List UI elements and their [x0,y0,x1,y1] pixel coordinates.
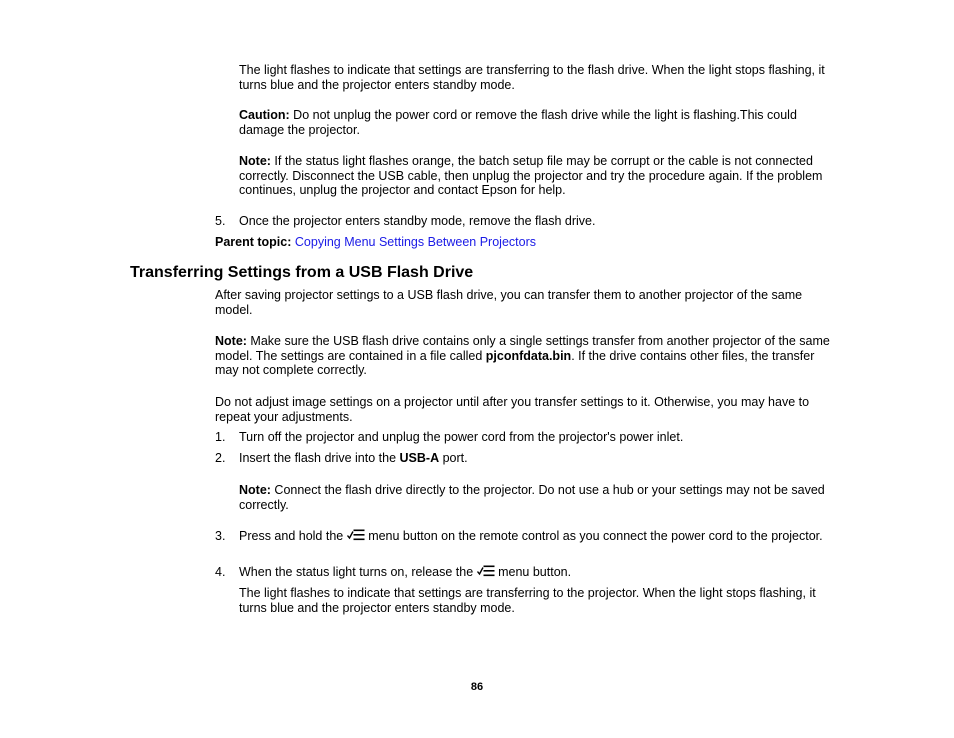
parent-topic [215,235,830,250]
port-name: USB-A [399,451,440,465]
step-text-part: menu button on the remote control as you connect the power cord to the projector. [364,529,823,543]
menu-check-list-icon [347,529,365,541]
step-text: Turn off the projector and unplug the power cord from the projector's power inlet. [239,430,684,444]
note-label: Note: [239,154,271,168]
step-text [239,565,829,580]
step-text [239,451,829,466]
step-number: 5. [215,214,226,228]
note-text: If the status light flashes orange, the batch setup file may be corrupt or the cable is not connected correctly. Disconnect the USB cable, then unplug the projector and try the procedure again. If the problem continues, unplug the projector and contact Epson for help. [239,154,823,198]
note-label: Note: [215,334,247,348]
note-paragraph [239,154,829,198]
step-number: 2. [215,451,226,465]
parent-topic-label: Parent topic: [215,235,292,249]
note-text: . If the drive contains other files, the transfer may not complete correctly. [215,348,815,378]
step-text-part: Insert the flash drive into the [239,451,400,465]
section-intro: After saving projector settings to a USB flash drive, you can transfer them to another projector of the same model. [215,288,803,317]
menu-check-list-icon [477,565,495,577]
page-number: 86 [470,681,484,693]
transfer-status-paragraph: The light flashes to indicate that settings are transferring to the flash drive. When the light stops flashing, it turns blue and the projector enters standby mode. [239,63,825,92]
step-text-part: When the status light turns on, release the [239,565,477,579]
filename: pjconfdata.bin [485,348,572,363]
step-number: 4. [215,565,226,579]
caution-label: Caution: [239,108,290,122]
caution-text: Do not unplug the power cord or remove the flash drive while the light is flashing.This could damage the projector. [239,108,797,137]
caution-paragraph [239,108,829,137]
step-number: 1. [215,430,226,444]
step-text-part: Press and hold the [239,529,347,543]
step-text: Once the projector enters standby mode, remove the flash drive. [239,214,596,228]
step-text-part: port. [439,451,468,465]
final-transfer-paragraph: The light flashes to indicate that settings are transferring to the projector. When the light stops flashing, it turns blue and the projector enters standby mode. [239,586,816,615]
parent-topic-link[interactable]: Copying Menu Settings Between Projectors [294,235,536,249]
step-note [239,483,829,512]
step-text [239,529,829,544]
note-text: Connect the flash drive directly to the projector. Do not use a hub or your settings may not be saved correctly. [239,483,825,512]
section-note [215,334,830,378]
adjustment-warning: Do not adjust image settings on a projector until after you transfer settings to it. Otherwise, you may have to repeat your adjustments. [215,395,810,424]
step-number: 3. [215,529,226,543]
section-heading: Transferring Settings from a USB Flash Drive [130,264,474,281]
note-label: Note: [239,483,271,497]
step-text-part: menu button. [494,565,572,579]
note-text: Make sure the USB flash drive contains only a single settings transfer from another projector of the same model. The settings are contained in a file called [215,334,830,363]
